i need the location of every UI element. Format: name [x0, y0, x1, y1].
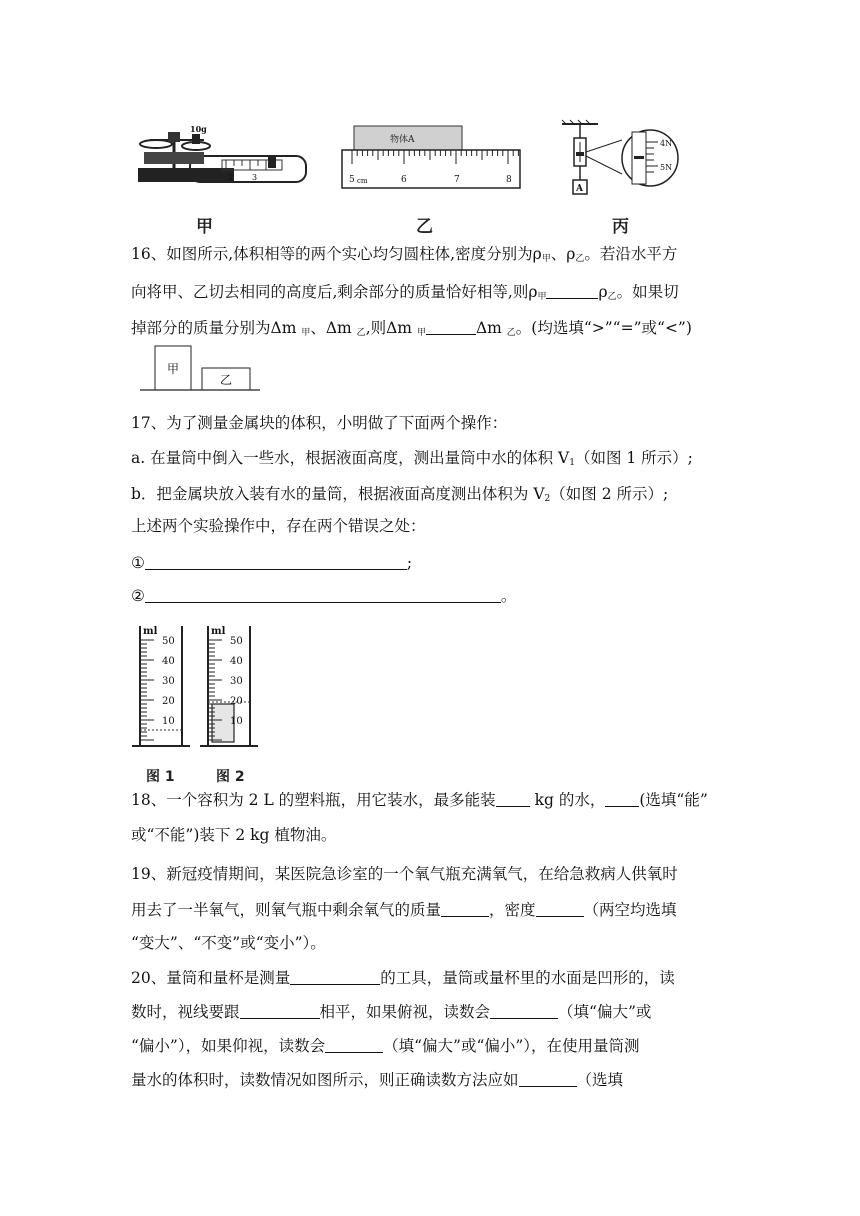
- q16-line-3: 掉部分的质量分别为Δm $_甲$、Δm $_乙$,则Δm $_甲$ Δm $_乙$。(均选填“>”“=”或“<”): [131, 319, 692, 338]
- answer-blank[interactable]: [426, 320, 476, 335]
- answer-blank[interactable]: [536, 902, 584, 917]
- cylinder-tick-label: 30: [162, 676, 175, 687]
- q20-line-1: 20、量筒和量杯是测量 的工具，量筒或量杯里的水面是凹形的，读: [131, 969, 675, 987]
- q18-line-1: 18、一个容积为 2 L 的塑料瓶，用它装水，最多能装 kg 的水， (选填“能”: [131, 791, 708, 809]
- figure-caption: 丙: [612, 217, 629, 237]
- q16-line-1: 16、如图所示,体积相等的两个实心均匀圆柱体,密度分别为$\rho_甲$、$\rho_乙$。若沿水平方: [131, 245, 678, 264]
- cylinder-tick-label: 30: [230, 676, 243, 687]
- q18-line-2: 或“不能”)装下 2 kg 植物油。: [131, 826, 337, 844]
- ruler-unit: cm: [357, 177, 368, 185]
- q17-step-b: b．把金属块放入装有水的量筒，根据液面高度测出体积为 $V_2$（如图 2 所示）;: [131, 485, 669, 504]
- q17-blank-1: ① ;: [131, 554, 413, 572]
- balance-weight-label: 10g: [190, 124, 207, 134]
- q19-line-3: “变大”、“不变”或“变小”）。: [131, 934, 326, 952]
- cylinder-caption-2: 图 2: [216, 769, 245, 785]
- spring-mark: 4N: [660, 139, 673, 148]
- cylinder-unit: ml: [211, 626, 226, 637]
- cylinder-tick-label: 10: [162, 716, 175, 727]
- ruler-mark: 8: [506, 175, 512, 185]
- cylinder-tick-label: 20: [162, 696, 175, 707]
- q20-line-4: 量水的体积时，读数情况如图所示，则正确读数方法应如 （选填: [131, 1071, 624, 1089]
- cylinder-tick-label: 50: [162, 636, 175, 647]
- answer-blank[interactable]: [290, 970, 380, 985]
- q17-blank-2: ② 。: [131, 587, 517, 605]
- balance-scale-mark: 3: [252, 173, 258, 182]
- answer-blank[interactable]: [441, 902, 489, 917]
- answer-blank[interactable]: [546, 284, 598, 299]
- ruler-figure: [340, 124, 522, 190]
- q19-line-2: 用去了一半氧气，则氧气瓶中剩余氧气的质量 ，密度 （两空均选填: [131, 901, 677, 919]
- cylinder-caption-1: 图 1: [146, 769, 175, 785]
- answer-blank[interactable]: [490, 1004, 558, 1019]
- cylinder-unit: ml: [143, 626, 158, 637]
- answer-blank[interactable]: [605, 792, 639, 807]
- cylinders-figure: [140, 342, 260, 394]
- cylinder-tick-label: 20: [230, 696, 243, 707]
- q19-line-1: 19、新冠疫情期间，某医院急诊室的一个氧气瓶充满氧气，在给急救病人供氧时: [131, 865, 678, 883]
- ruler-mark: 6: [401, 175, 407, 185]
- figure-caption: 乙: [416, 217, 433, 237]
- answer-blank[interactable]: [325, 1038, 383, 1053]
- q20-line-2: 数时，视线要跟 相平，如果俯视，读数会 （填“偏大”或: [131, 1003, 652, 1021]
- spring-scale-figure: [560, 118, 690, 198]
- q17-summary: 上述两个实验操作中，存在两个错误之处：: [131, 517, 426, 535]
- answer-blank[interactable]: [145, 588, 501, 603]
- spring-mark: 5N: [660, 163, 673, 172]
- q17-step-a: a. 在量筒中倒入一些水，根据液面高度，测出量筒中水的体积 $V_1$（如图 1 所示）;: [131, 449, 693, 468]
- measuring-cylinders-figure: [128, 620, 268, 754]
- cylinder-tick-label: 50: [230, 636, 243, 647]
- ruler-mark: 5: [349, 175, 355, 185]
- answer-blank[interactable]: [496, 792, 530, 807]
- cylinder-tick-label: 40: [230, 656, 243, 667]
- answer-blank[interactable]: [240, 1004, 320, 1019]
- cylinder-1: [132, 626, 190, 746]
- answer-blank[interactable]: [519, 1072, 577, 1087]
- answer-blank[interactable]: [145, 555, 407, 570]
- cylinder-tick-label: 10: [230, 716, 243, 727]
- q16-line-2: 向将甲、乙切去相同的高度后,剩余部分的质量恰好相等,则$\rho_甲$ $\rho_乙$。如果切: [131, 283, 679, 302]
- spring-object-label: A: [576, 184, 583, 194]
- balance-scale-mark: 2: [228, 173, 234, 182]
- tall-cylinder-label: 甲: [167, 362, 180, 376]
- q17-intro: 17、为了测量金属块的体积，小明做了下面两个操作：: [131, 414, 508, 432]
- ruler-block-label: 物体A: [390, 135, 415, 145]
- q20-line-3: “偏小”），如果仰视，读数会 （填“偏大”或“偏小”），在使用量筒测: [131, 1037, 640, 1055]
- balance-figure: [130, 124, 310, 190]
- ruler-mark: 7: [454, 175, 460, 185]
- cylinder-2: [200, 626, 258, 746]
- cylinder-tick-label: 40: [162, 656, 175, 667]
- short-cylinder-label: 乙: [220, 373, 233, 387]
- figure-caption: 甲: [196, 217, 213, 237]
